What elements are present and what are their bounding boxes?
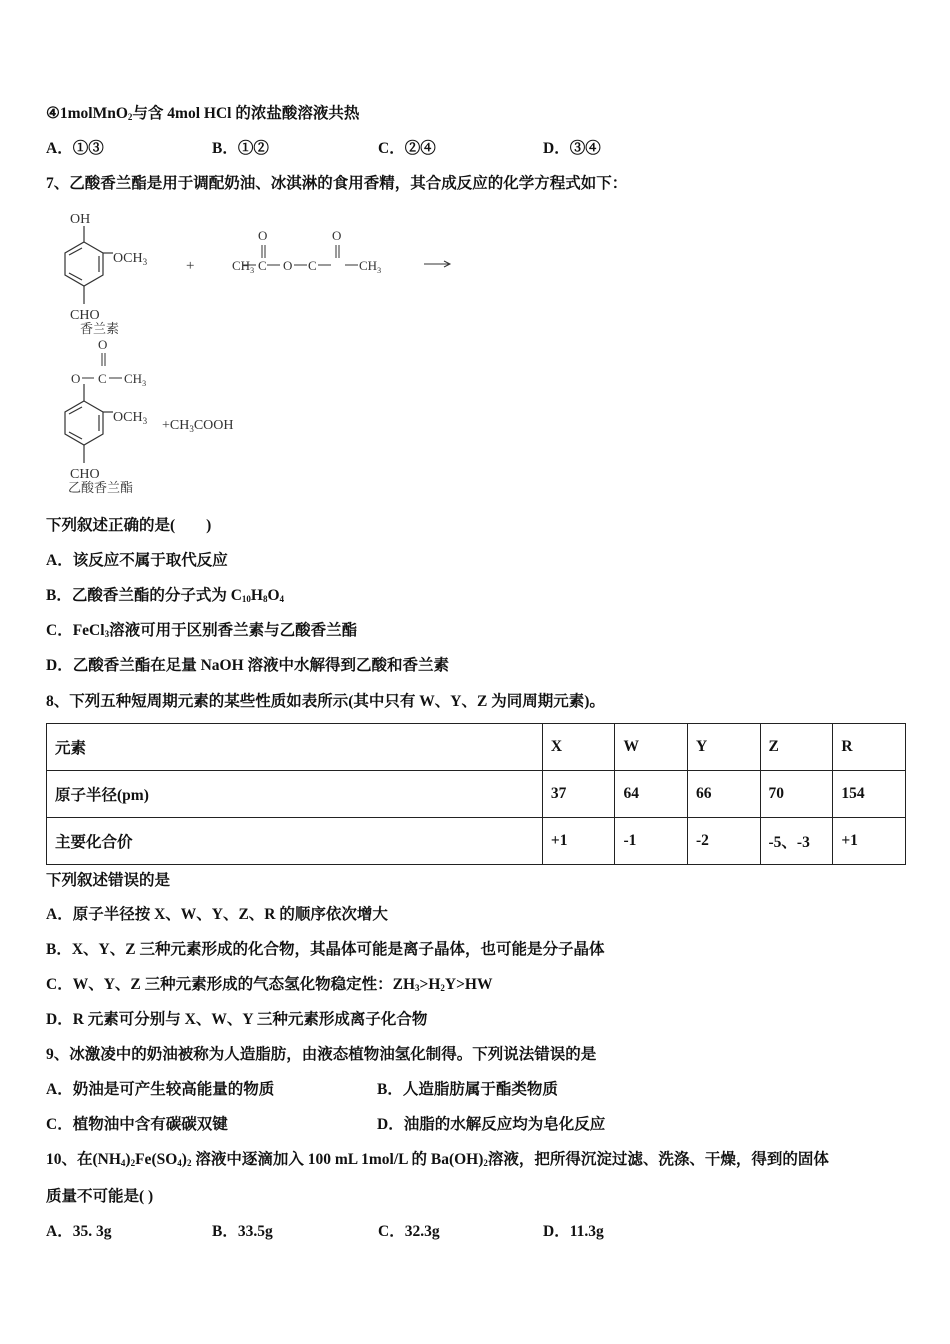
product-carbonyl-o: O xyxy=(98,337,108,352)
table-cell: -5、-3 xyxy=(760,818,833,865)
q7-option-b[interactable]: B．乙酸香兰酯的分子式为 $C_{10}H_8O_4$ xyxy=(46,587,285,604)
anhydride-ch3-left: $CH_3$ xyxy=(232,258,255,275)
table-cell: 主要化合价 xyxy=(47,818,543,865)
q8-option-a[interactable]: A．原子半径按 X、W、Y、Z、R 的顺序依次增大 xyxy=(46,906,388,923)
q8-stem: 8、下列五种短周期元素的某些性质如表所示(其中只有 W、Y、Z 为同周期元素)。 xyxy=(46,693,605,710)
vanillin-och3-label: $OCH_3$ xyxy=(113,251,148,267)
anhydride-c1-label: C xyxy=(258,258,267,273)
table-header-cell: X xyxy=(542,724,615,771)
anhydride-c2-label: C xyxy=(308,258,317,273)
q8-option-b[interactable]: B．X、Y、Z 三种元素形成的化合物，其晶体可能是离子晶体，也可能是分子晶体 xyxy=(46,941,605,958)
plus-sign: + xyxy=(186,258,195,274)
table-header-row xyxy=(47,724,906,771)
q9-stem: 9、冰激凌中的奶油被称为人造脂肪，由液态植物油氢化制得。下列说法错误的是 xyxy=(46,1046,597,1063)
vanillin-cho-label: CHO xyxy=(70,308,100,323)
table-cell: -1 xyxy=(615,818,688,865)
q9-option-b[interactable]: B．人造脂肪属于酯类物质 xyxy=(377,1081,558,1098)
table-header-cell: W xyxy=(615,724,688,771)
table-cell: 37 xyxy=(542,771,615,818)
q10-option-d[interactable]: D．11.3g xyxy=(543,1223,604,1240)
product-c-label: C xyxy=(98,371,107,386)
q7-question: 下列叙述正确的是( ) xyxy=(46,517,212,534)
q6-option-a[interactable]: A．①③ xyxy=(46,140,104,157)
q9-option-c[interactable]: C．植物油中含有碳碳双键 xyxy=(46,1116,228,1133)
table-cell: 70 xyxy=(760,771,833,818)
product-cho-label: CHO xyxy=(70,467,100,482)
anhydride-ch3-right: $CH_3$ xyxy=(359,258,382,275)
q8-option-d[interactable]: D．R 元素可分别与 X、W、Y 三种元素形成离子化合物 xyxy=(46,1011,428,1028)
q7-stem: 7、乙酸香兰酯是用于调配奶油、冰淇淋的食用香精，其合成反应的化学方程式如下： xyxy=(46,175,628,192)
table-row xyxy=(47,818,906,865)
anhydride-o-bridge: O xyxy=(283,258,293,273)
table-cell: 66 xyxy=(687,771,760,818)
q6-option-c[interactable]: C．②④ xyxy=(378,140,436,157)
product-ester-o: O xyxy=(71,371,81,386)
vanillin-structure xyxy=(65,226,113,304)
product-name-label: 乙酸香兰酯 xyxy=(68,480,134,495)
q10-stem: 10、在$(NH_4)_2Fe(SO_4)_2$ 溶液中逐滴加入 100 mL 1mol/L 的 $Ba(OH)_2$溶液，把所得沉淀过滤、洗涤、干燥，得到的固体 xyxy=(46,1151,829,1168)
vanillyl-acetate-structure xyxy=(65,353,122,463)
q10-option-a[interactable]: A．35. 3g xyxy=(46,1223,112,1240)
q8-option-c[interactable]: C．W、Y、Z 三种元素形成的气态氢化物稳定性：$ZH_3>H_2Y>HW$ xyxy=(46,976,493,993)
table-cell: +1 xyxy=(833,818,906,865)
product-och3-label: $OCH_3$ xyxy=(113,410,148,426)
table-cell: 64 xyxy=(615,771,688,818)
q9-option-d[interactable]: D．油脂的水解反应均为皂化反应 xyxy=(377,1116,606,1133)
table-header-cell: R xyxy=(833,724,906,771)
element-properties-table xyxy=(46,723,906,865)
reaction-arrow xyxy=(424,261,450,267)
table-cell: -2 xyxy=(687,818,760,865)
table-cell: 154 xyxy=(833,771,906,818)
table-header-cell: Z xyxy=(760,724,833,771)
q10-stem-line2: 质量不可能是( ) xyxy=(46,1188,154,1205)
q7-option-c[interactable]: C．FeCl$_3$溶液可用于区别香兰素与乙酸香兰酯 xyxy=(46,622,358,639)
anhydride-o1-label: O xyxy=(258,228,268,243)
q6-option-d[interactable]: D．③④ xyxy=(543,140,601,157)
product-ch3-label: $CH_3$ xyxy=(124,371,147,388)
table-header-cell: Y xyxy=(687,724,760,771)
q6-option-b[interactable]: B．①② xyxy=(212,140,269,157)
vanillin-oh-label: OH xyxy=(70,212,91,227)
q7-option-a[interactable]: A．该反应不属于取代反应 xyxy=(46,552,228,569)
q10-option-c[interactable]: C．32.3g xyxy=(378,1223,440,1240)
vanillin-name-label: 香兰素 xyxy=(80,321,120,336)
q9-option-a[interactable]: A．奶油是可产生较高能量的物质 xyxy=(46,1081,275,1098)
table-row xyxy=(47,771,906,818)
q8-question: 下列叙述错误的是 xyxy=(46,872,171,889)
q7-option-d[interactable]: D．乙酸香兰酯在足量 NaOH 溶液中水解得到乙酸和香兰素 xyxy=(46,657,450,674)
reaction-scheme xyxy=(46,206,466,498)
q6-item-4: ④1molMnO$_2$与含 4mol HCl 的浓盐酸溶液共热 xyxy=(46,105,360,122)
acetic-acid-byproduct: $+CH_3COOH$ xyxy=(162,418,234,434)
table-cell: +1 xyxy=(542,818,615,865)
table-header-cell: 元素 xyxy=(47,724,543,771)
table-cell: 原子半径(pm) xyxy=(47,771,543,818)
q10-option-b[interactable]: B．33.5g xyxy=(212,1223,273,1240)
anhydride-o2-label: O xyxy=(332,228,342,243)
